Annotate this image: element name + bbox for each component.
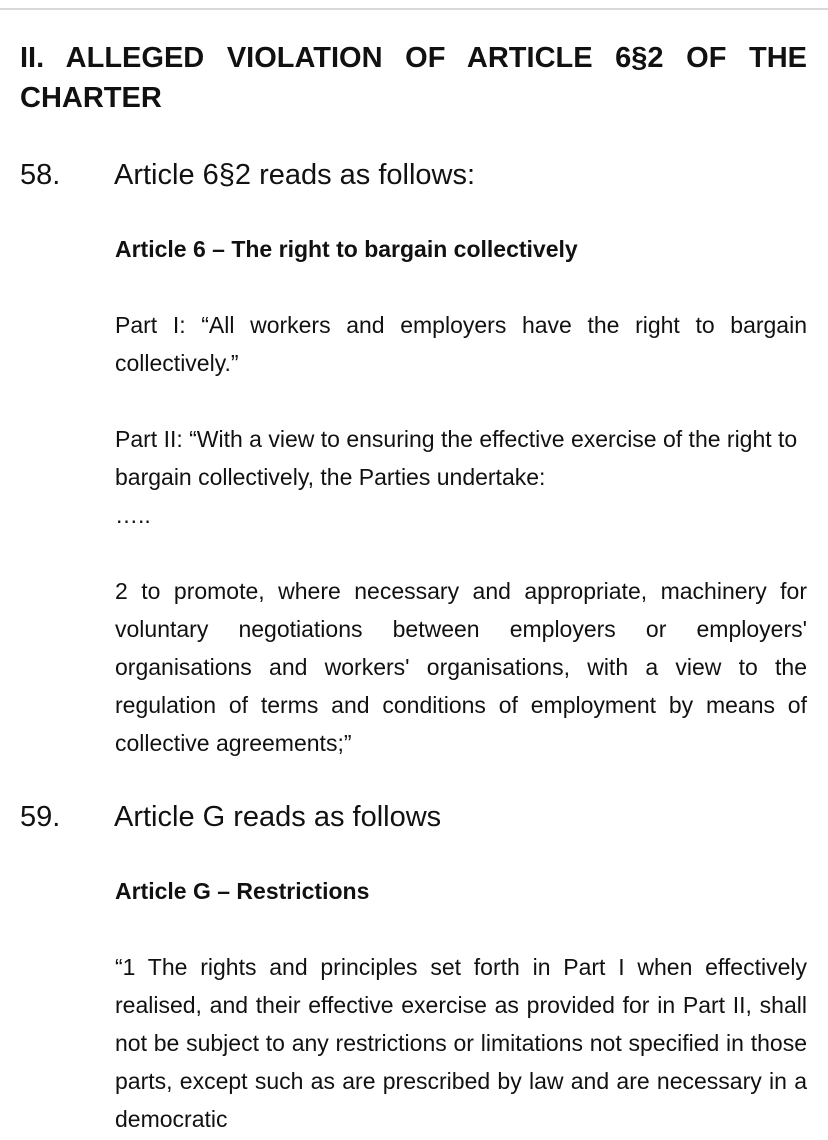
paragraph-59-lead: Article G reads as follows bbox=[114, 801, 442, 833]
article-g-title: Article G – Restrictions bbox=[115, 878, 370, 904]
ellipsis: ….. bbox=[115, 502, 151, 528]
section-heading: II. ALLEGED VIOLATION OF ARTICLE 6§2 OF THE CHARTER bbox=[20, 42, 807, 114]
article-6-item-2: 2 to promote, where necessary and appropriate, machinery for voluntary negotiations between employers or employers' organisations and workers' organisations, with a view to the regulation of terms and conditions of employment by means of collective agreements;” bbox=[115, 578, 807, 756]
article-6-title: Article 6 – The right to bargain collectively bbox=[115, 236, 578, 262]
article-6-part-2: Part II: “With a view to ensuring the effective exercise of the right to bargain collectively, the Parties undertake: bbox=[115, 426, 798, 490]
paragraph-number-59: 59. bbox=[20, 801, 61, 833]
paragraph-number-58: 58. bbox=[20, 159, 61, 191]
article-g-item-1: “1 The rights and principles set forth in Part I when effectively realised, and their effective exercise as provided for in Part II, shall not be subject to any restrictions or limitations not specified in those parts, except such as are prescribed by law and are necessary in a democratic bbox=[115, 954, 807, 1132]
top-divider bbox=[0, 8, 828, 10]
paragraph-58-lead: Article 6§2 reads as follows: bbox=[114, 159, 476, 191]
article-6-part-1: Part I: “All workers and employers have the right to bargain collectively.” bbox=[115, 312, 807, 376]
